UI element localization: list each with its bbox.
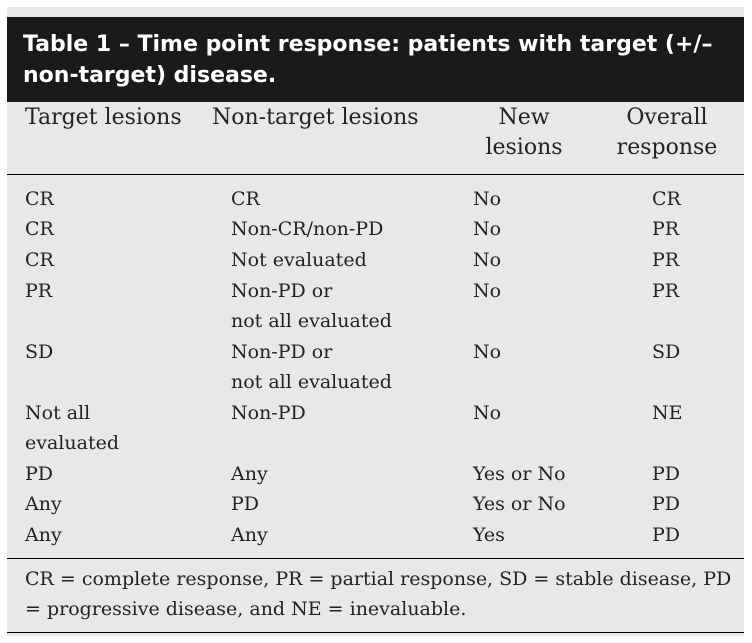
header-overall-response-line1: Overall: [626, 105, 708, 130]
table-row-4-overall: PR: [652, 280, 680, 302]
table-row-9-target: Any: [25, 524, 62, 546]
table-row-3-new: No: [473, 249, 502, 271]
table-row-4-nontarget-line1: Non-PD or: [231, 280, 333, 302]
table-row-5-nontarget-line1: Non-PD or: [231, 341, 333, 363]
table-row-7-target: PD: [25, 463, 54, 485]
header-new-lesions: [483, 103, 565, 163]
table-row-6-nontarget: Non-PD: [231, 402, 306, 424]
table-row-8-new: Yes or No: [473, 493, 566, 515]
table-row-8-nontarget: PD: [231, 493, 260, 515]
table-row-1-nontarget: CR: [231, 188, 260, 210]
table-row-5-overall: SD: [652, 341, 681, 363]
footnote-divider: [7, 558, 744, 559]
table-row-5-target: SD: [25, 341, 54, 363]
table-row-7-nontarget: Any: [231, 463, 268, 485]
table-row-7-new: Yes or No: [473, 463, 566, 485]
table-row-3-target: CR: [25, 249, 54, 271]
table-footnote: CR = complete response, PR = partial response, SD = stable disease, PD = progressive disease, and NE = inevaluable.: [25, 568, 732, 620]
table-row-8-overall: PD: [652, 493, 681, 515]
table-row-6-overall: NE: [652, 402, 683, 424]
results-table: [7, 7, 744, 636]
table-row-6-target-line2: evaluated: [25, 432, 119, 454]
header-non-target-lesions: Non-target lesions: [212, 105, 419, 130]
header-overall-response-line2: response: [616, 135, 718, 160]
table-row-9-nontarget: Any: [231, 524, 268, 546]
table-row-1-overall: CR: [652, 188, 681, 210]
table-row-3-overall: PR: [652, 249, 680, 271]
table-row-2-overall: PR: [652, 218, 680, 240]
header-new-lesions-line1: New: [498, 105, 550, 130]
table-row-5-new: No: [473, 341, 502, 363]
table-bottom-rule: [7, 632, 744, 633]
table-title: Table 1 – Time point response: patients with target (+/– non-target) disease.: [7, 17, 744, 102]
table-row-6-target-line1: Not all: [25, 402, 91, 424]
table-row-5-nontarget-line2: not all evaluated: [231, 371, 392, 393]
header-overall-response: [611, 103, 723, 163]
table-row-1-new: No: [473, 188, 502, 210]
header-target-lesions: Target lesions: [25, 105, 182, 130]
table-row-2-target: CR: [25, 218, 54, 240]
table-row-2-nontarget: Non-CR/non-PD: [231, 218, 384, 240]
table-row-4-target: PR: [25, 280, 53, 302]
table-row-4-new: No: [473, 280, 502, 302]
header-new-lesions-line2: lesions: [485, 135, 563, 160]
table-row-4-nontarget-line2: not all evaluated: [231, 310, 392, 332]
header-divider: [7, 174, 744, 175]
table-row-3-nontarget: Not evaluated: [231, 249, 367, 271]
table-row-8-target: Any: [25, 493, 62, 515]
table-row-9-overall: PD: [652, 524, 681, 546]
table-row-1-target: CR: [25, 188, 54, 210]
table-row-7-overall: PD: [652, 463, 681, 485]
table-row-6-new: No: [473, 402, 502, 424]
table-row-9-new: Yes: [473, 524, 505, 546]
table-row-2-new: No: [473, 218, 502, 240]
